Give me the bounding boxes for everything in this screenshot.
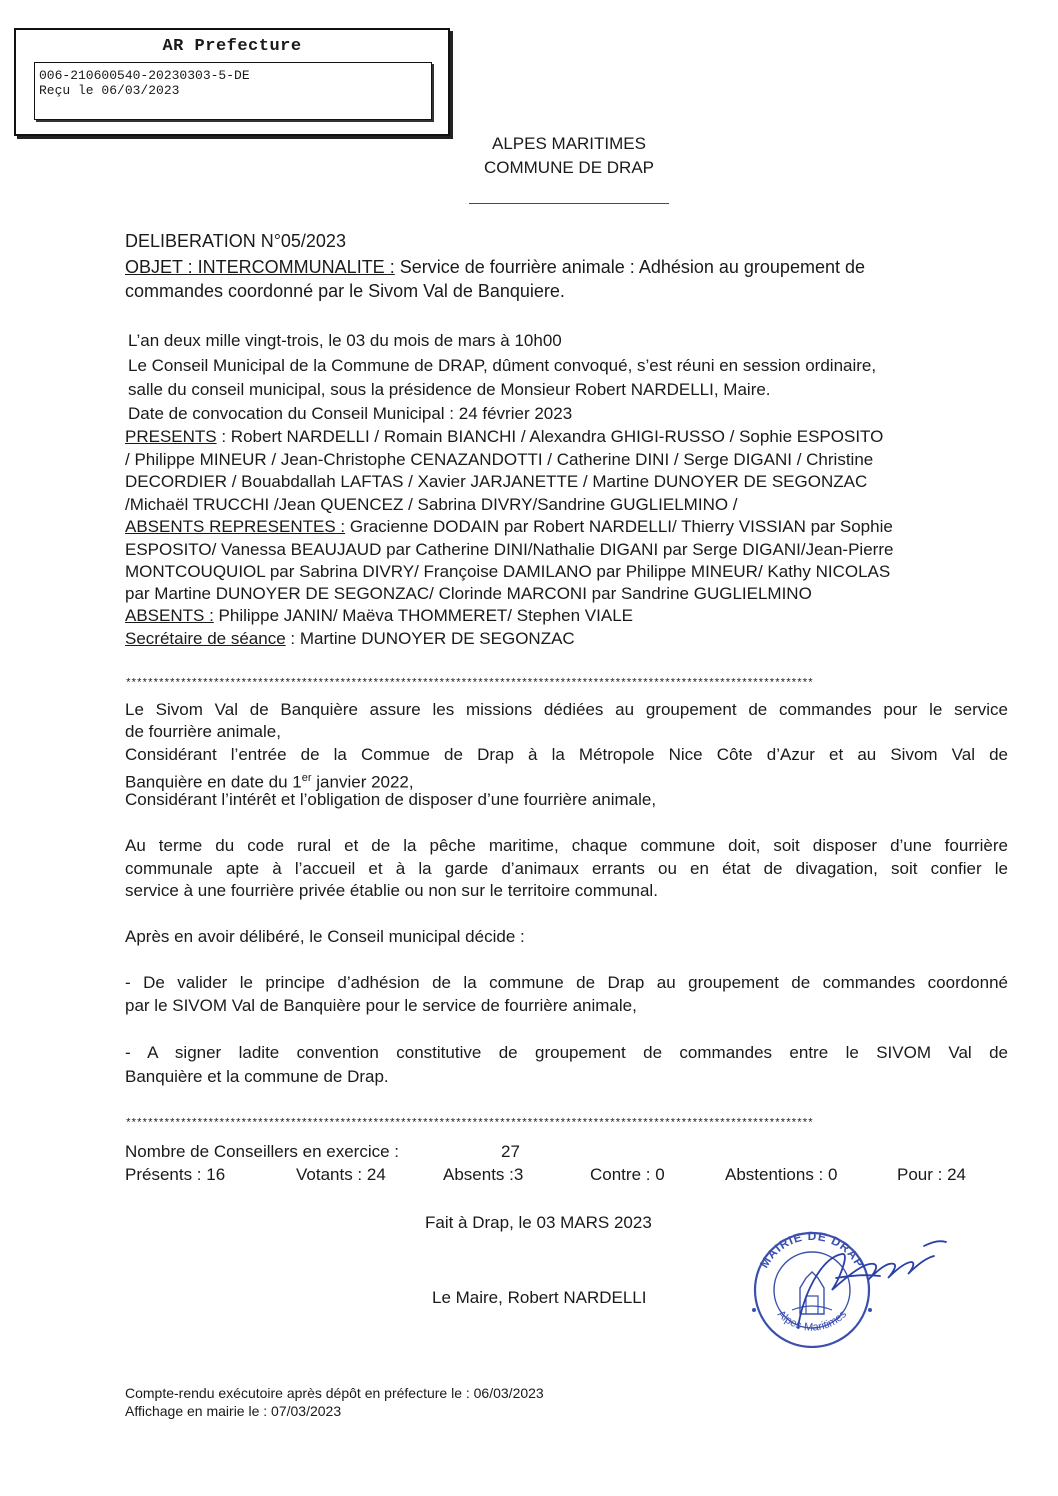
vote-pour: Pour : 24 [897, 1165, 966, 1184]
body-p1-line3: Considérant l’entrée de la Commue de Drap à la Métropole Nice Côte d’Azur et au Sivom Val de [125, 745, 1008, 764]
presents-line-1 [125, 426, 883, 448]
vote-absents: Absents :3 [443, 1165, 524, 1184]
body-p1-line4-sup: er [301, 772, 312, 784]
represented-line-4: par Martine DUNOYER DE SEGONZAC/ Clorinde MARCONI par Sandrine GUGLIELMINO [125, 584, 812, 603]
represented-line-3: MONTCOUQUIOL par Sabrina DIVRY/ Françoise DAMILANO par Philippe MINEUR/ Kathy NICOLAS [125, 562, 891, 581]
session-line-3: salle du conseil municipal, sous la présidence de Monsieur Robert NARDELLI, Maire. [128, 380, 771, 399]
deliberation-object-line1 [125, 256, 865, 278]
absents-label: ABSENTS : [125, 606, 214, 625]
separator-top: ***************************************************************************************************************************** [125, 678, 813, 690]
presents-line-3: DECORDIER / Bouabdallah LAFTAS / Xavier JARJANETTE / Martine DUNOYER DE SEGONZAC [125, 472, 868, 491]
presents-line-2: / Philippe MINEUR / Jean-Christophe CENAZANDOTTI / Catherine DINI / Serge DIGANI / Christine [125, 450, 874, 469]
absents-text: Philippe JANIN/ Maëva THOMMERET/ Stephen VIALE [213, 606, 633, 625]
mayor-signature [798, 1241, 946, 1328]
decision-1-line2: par le SIVOM Val de Banquière pour le service de fourrière animale, [125, 996, 637, 1015]
councillors-label: Nombre de Conseillers en exercice : [125, 1142, 400, 1161]
represented-line-2: ESPOSITO/ Vanessa BEAUJAUD par Catherine DINI/Nathalie DIGANI par Serge DIGANI/Jean-Pierre [125, 540, 894, 559]
vote-abstentions: Abstentions : 0 [725, 1165, 838, 1184]
header-department: ALPES MARITIMES [492, 134, 646, 153]
mayor-name: Le Maire, Robert NARDELLI [432, 1288, 647, 1307]
session-line-4: Date de convocation du Conseil Municipal : 24 février 2023 [128, 404, 573, 423]
body-p1-line1: Le Sivom Val de Banquière assure les missions dédiées au groupement de commandes pour le service [125, 700, 1008, 719]
presents-line-4: /Michaël TRUCCHI /Jean QUENCEZ / Sabrina DIVRY/Sandrine GUGLIELMINO / [125, 495, 738, 514]
stamp-title: AR Prefecture [162, 37, 302, 56]
body-p2-line3: service à une fourrière privée établie ou non sur le territoire communal. [125, 881, 658, 900]
represented-text-1: Gracienne DODAIN par Robert NARDELLI/ Thierry VISSIAN par Sophie [345, 517, 893, 536]
councillors-value: 27 [501, 1142, 520, 1161]
mayor-seal-and-signature [740, 1218, 970, 1348]
header-rule [469, 203, 669, 204]
footer-line-1: Compte-rendu exécutoire après dépôt en préfecture le : 06/03/2023 [125, 1385, 544, 1401]
presents-text-1: : Robert NARDELLI / Romain BIANCHI / Alexandra GHIGI-RUSSO / Sophie ESPOSITO [216, 427, 884, 446]
seal-bottom-text: Alpes-Maritimes [774, 1308, 850, 1334]
prefecture-stamp [14, 28, 450, 136]
seal-top-text: MAIRIE DE DRAP [756, 1228, 868, 1271]
body-p1-line4-a: Banquière en date du 1 [125, 772, 302, 792]
presents-label: PRESENTS [125, 427, 217, 446]
session-line-2: Le Conseil Municipal de la Commune de DRAP, dûment convoqué, s’est réuni en session ordinaire, [128, 356, 877, 375]
secretary-label: Secrétaire de séance [125, 629, 286, 648]
vote-contre: Contre : 0 [590, 1165, 665, 1184]
deliberation-number: DELIBERATION N°05/2023 [125, 231, 346, 251]
body-p3: Après en avoir délibéré, le Conseil municipal décide : [125, 927, 525, 946]
decision-2-line2: Banquière et la commune de Drap. [125, 1067, 389, 1086]
secretary-text: : Martine DUNOYER DE SEGONZAC [285, 629, 575, 648]
footer-line-2: Affichage en mairie le : 07/03/2023 [125, 1403, 342, 1419]
place-date: Fait à Drap, le 03 MARS 2023 [425, 1213, 652, 1232]
vote-presents: Présents : 16 [125, 1165, 226, 1184]
header-commune: COMMUNE DE DRAP [483, 158, 654, 177]
represented-line-1 [125, 516, 893, 538]
decision-1-line1: - De valider le principe d’adhésion de la commune de Drap au groupement de commandes coordonné [125, 973, 1008, 992]
deliberation-object-line2: commandes coordonné par le Sivom Val de Banquiere. [125, 281, 565, 301]
vote-votants: Votants : 24 [296, 1165, 386, 1184]
represented-label: ABSENTS REPRESENTES : [125, 517, 346, 536]
separator-bottom: ***************************************************************************************************************************** [125, 1118, 813, 1130]
decision-2-line1: - A signer ladite convention constitutive de groupement de commandes entre le SIVOM Val de [125, 1043, 1008, 1062]
session-line-1: L’an deux mille vingt-trois, le 03 du mois de mars à 10h00 [128, 331, 562, 350]
stamp-received-date: Reçu le 06/03/2023 [39, 83, 180, 98]
body-p1-line2: de fourrière animale, [125, 722, 281, 741]
body-p1-line5: Considérant l’intérêt et l’obligation de disposer d’une fourrière animale, [125, 790, 657, 809]
object-label: OBJET : INTERCOMMUNALITE : [125, 257, 395, 277]
body-p2-line2: communale apte à l’accueil et à la garde d’animaux errants ou en état de divagation, soit confier le [125, 859, 1008, 878]
object-text-1: Service de fourrière animale : Adhésion au groupement de [394, 257, 865, 277]
body-p2-line1: Au terme du code rural et de la pêche maritime, chaque commune doit, soit disposer d’une fourrière [125, 836, 1008, 855]
absents-line [125, 605, 633, 627]
stamp-reference: 006-210600540-20230303-5-DE [39, 68, 250, 83]
body-p1-line4-b: janvier 2022, [311, 772, 414, 792]
mayor-seal [752, 1229, 872, 1347]
stamp-inner-box [34, 62, 432, 120]
secretary-line [125, 628, 575, 650]
